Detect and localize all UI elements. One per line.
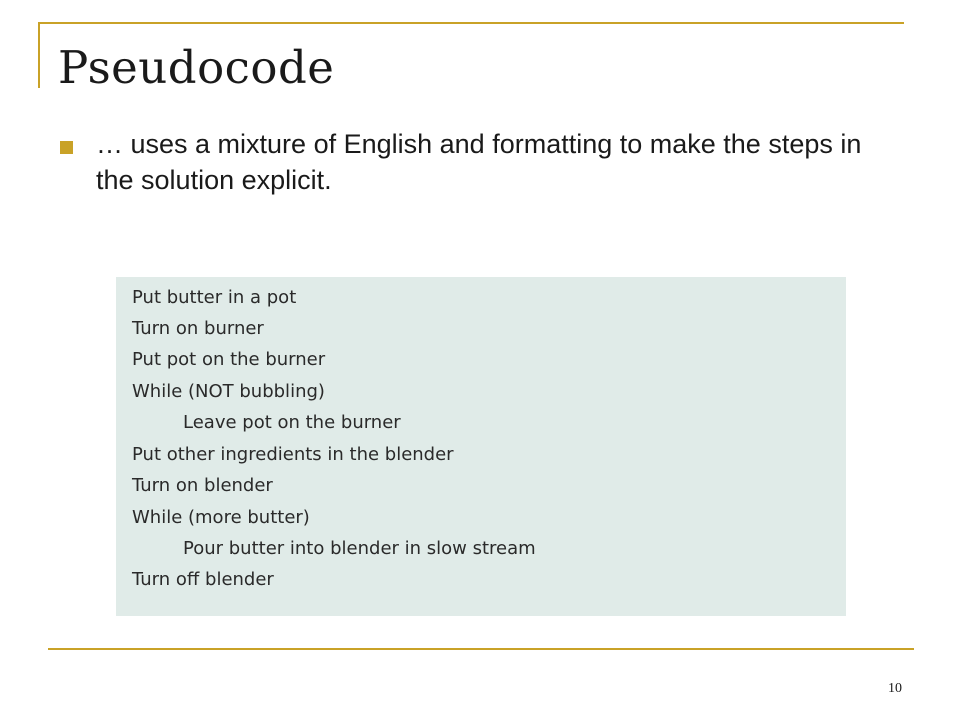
square-bullet-icon — [60, 141, 73, 154]
footer-divider — [48, 648, 914, 650]
frame-top-line — [38, 22, 904, 24]
pseudocode-line: While (NOT bubbling) — [132, 381, 325, 402]
bullet-text: … uses a mixture of English and formatting to make the steps in the solution explicit. — [96, 129, 862, 195]
slide-title: Pseudocode — [58, 41, 335, 94]
pseudocode-line: Turn on burner — [132, 318, 264, 339]
pseudocode-line: Put other ingredients in the blender — [132, 444, 454, 465]
frame-left-line — [38, 22, 40, 88]
page-number: 10 — [888, 681, 902, 696]
pseudocode-line: Put pot on the burner — [132, 349, 326, 370]
pseudocode-box — [116, 277, 846, 616]
pseudocode-line: Put butter in a pot — [132, 287, 297, 308]
pseudocode-line: Turn on blender — [132, 475, 273, 496]
pseudocode-line: While (more butter) — [132, 507, 310, 528]
pseudocode-line-indented: Leave pot on the burner — [183, 412, 401, 433]
pseudocode-line: Turn off blender — [132, 569, 274, 590]
pseudocode-line-indented: Pour butter into blender in slow stream — [183, 538, 536, 559]
